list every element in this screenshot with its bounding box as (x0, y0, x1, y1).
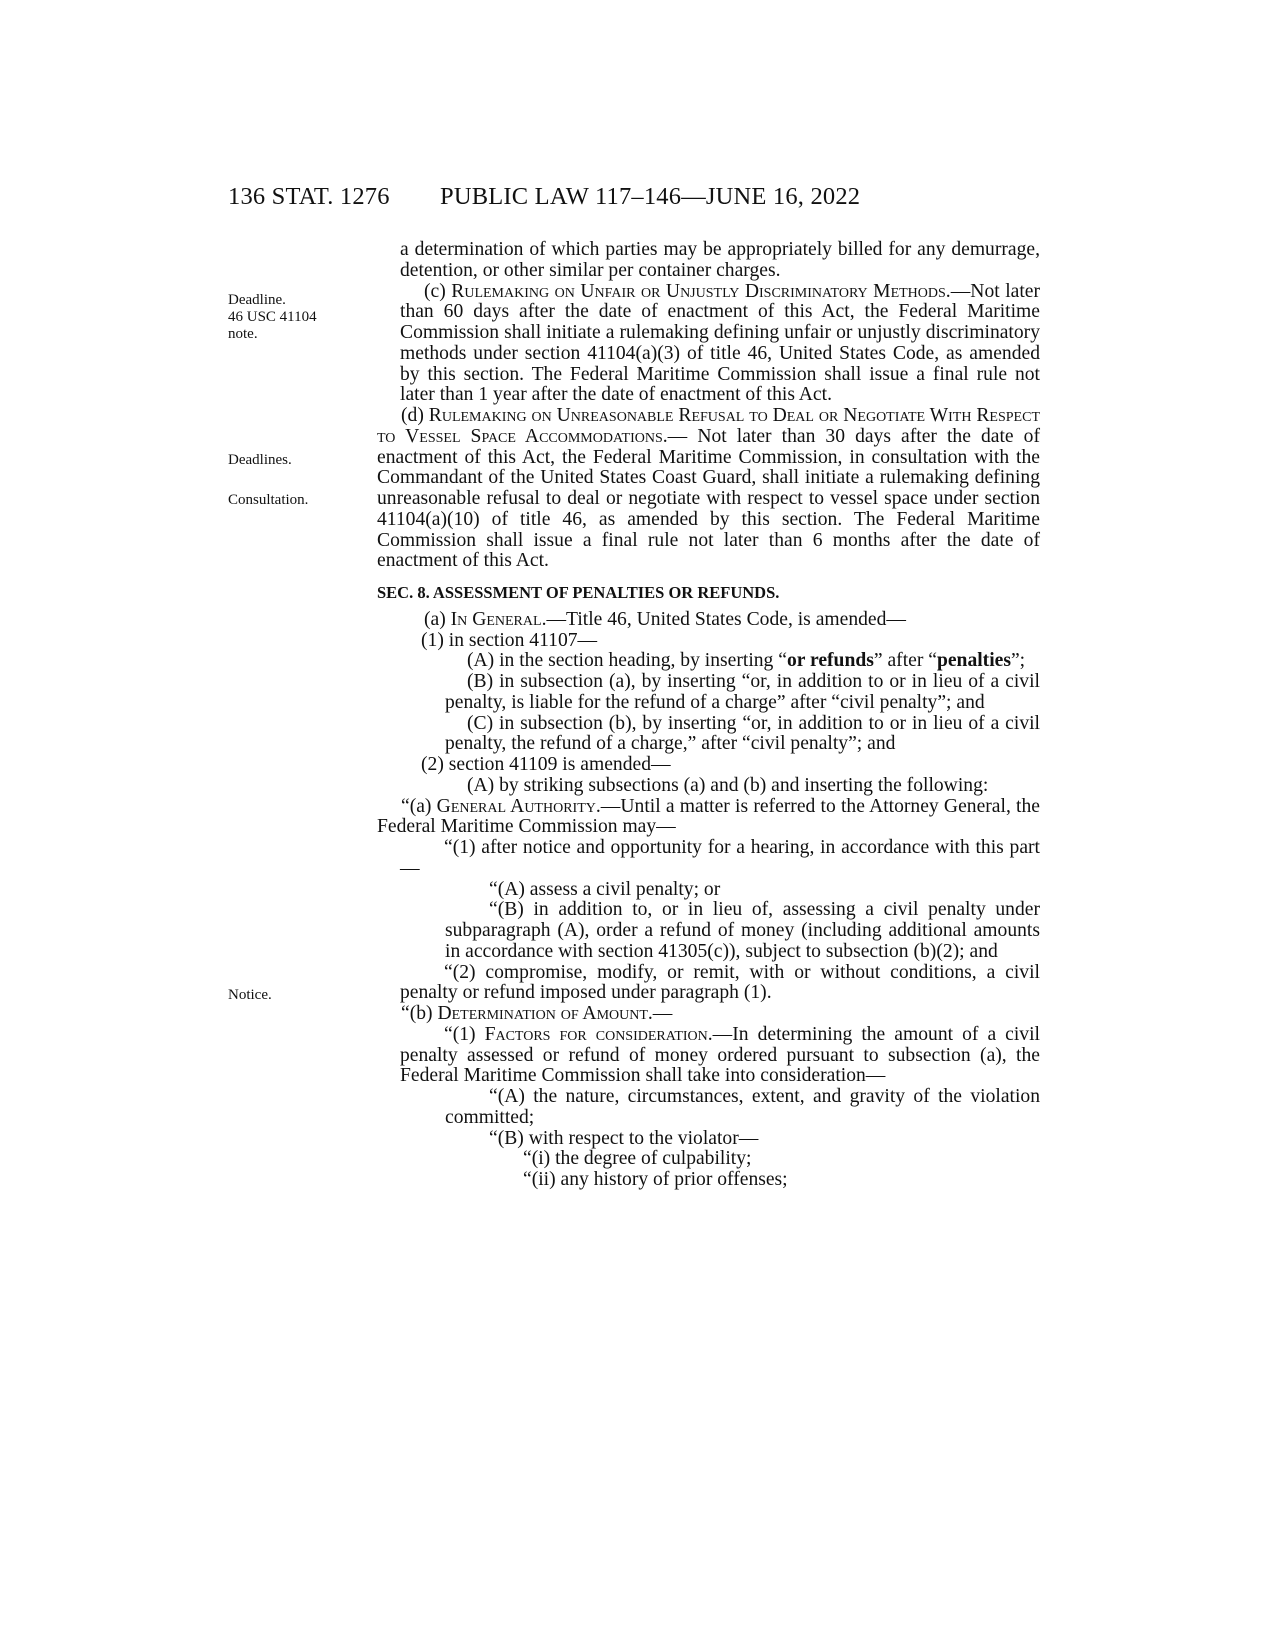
subsection-text: .—Title 46, United States Code, is amended— (541, 608, 907, 630)
subsection-text: .—Not later than 60 days after the date of enactment of this Act, the Federal Maritime Commission shall initiate a rulemaking defining unfair or unjustly discriminatory methods under section 41104(a)(3) of title 46, United States Code, as amended by this section. The Federal Maritime Commission shall issue a final rule not later than 1 year after the date of enactment of this Act. (400, 280, 1040, 406)
subsection-number: (a) (424, 608, 451, 630)
margin-note-notice (228, 987, 272, 1004)
quoted-subsection-a (377, 797, 1040, 839)
subsection-number: (d) (401, 405, 429, 426)
text-run: (A) in the section heading, by inserting “ (467, 650, 787, 672)
subsection-heading: General Authority (436, 795, 596, 817)
bold-text: or refunds (786, 650, 874, 672)
subsection-heading: Determination of Amount (437, 1003, 648, 1024)
quoted-subsection-b (377, 1004, 1040, 1025)
subsection-number: “(b) (401, 1003, 438, 1024)
subsection-text: .—Until a matter is referred to the Attorney General, the Federal Maritime Commission may— (377, 795, 1040, 838)
subsection-number: “(a) (401, 795, 437, 817)
paragraph-2: (2) section 41109 is amended— (421, 754, 671, 775)
margin-note-line: Deadlines. (228, 452, 292, 468)
subsection-text: .— (647, 1003, 673, 1024)
quoted-paragraph-b1 (377, 1025, 1040, 1087)
page-stat-number: 136 STAT. 1276 (228, 183, 390, 210)
subsection-c (377, 282, 1040, 407)
running-header: PUBLIC LAW 117–146—JUNE 16, 2022 (440, 183, 861, 210)
section-heading: SEC. 8. ASSESSMENT OF PENALTIES OR REFUNDS. (377, 583, 780, 602)
subsection-heading: Rulemaking on Unfair or Unjustly Discriminatory Methods (451, 280, 946, 302)
subparagraph-2A: (A) by striking subsections (a) and (b) and inserting the following: (467, 774, 989, 796)
paragraph-1: (1) in section 41107— (421, 629, 598, 651)
subsection-heading: In General (450, 608, 542, 630)
quoted-paragraph-2: “(2) compromise, modify, or remit, with or without conditions, a civil penalty or refund imposed under paragraph (1). (400, 961, 1040, 1004)
paragraph-number: “(1) (444, 1023, 485, 1045)
margin-note-line: Consultation. (228, 492, 309, 508)
margin-note-deadlines (228, 452, 292, 469)
quoted-subparagraph-b1A: “(A) the nature, circumstances, extent, and gravity of the violation committed; (445, 1086, 1040, 1128)
paragraph-heading: Factors for consideration (484, 1023, 708, 1045)
quoted-subparagraph-1B: “(B) in addition to, or in lieu of, assessing a civil penalty under subparagraph (A), order a refund of money (including additional amounts in accordance with section 41305(c)), subject to subsection (b)(2); and (445, 899, 1040, 962)
subsection-d (377, 406, 1040, 572)
subparagraph-1B: (B) in subsection (a), by inserting “or, in addition to or in lieu of a civil penalty, is liable for the refund of a charge” after “civil penalty”; and (445, 671, 1040, 713)
paragraph-text: .—In determining the amount of a civil penalty assessed or refund of money ordered pursuant to subsection (a), the Federal Maritime Commission shall take into consideration— (400, 1023, 1040, 1087)
text-run: ” after “ (873, 650, 937, 672)
margin-note-deadline (228, 292, 317, 343)
subsection-heading: Rulemaking on Unreasonable Refusal to Deal or Negotiate With Respect to Vessel Space Accommodations (377, 405, 1040, 447)
subsection-text: .— Not later than 30 days after the date of enactment of this Act, the Federal Maritime Commission, in consultation with the Commandant of the United States Coast Guard, shall initiate a rulemaking defining unreasonable refusal to deal or negotiate with respect to vessel space under section 41104(a)(10) of title 46, as amended by this section. The Federal Maritime Commission shall issue a final rule not later than 6 months after the date of enactment of this Act. (377, 425, 1040, 572)
subsection-a (377, 610, 1040, 631)
subparagraph-1A (377, 651, 1040, 672)
quoted-paragraph-1: “(1) after notice and opportunity for a hearing, in accordance with this part— (400, 837, 1040, 879)
bold-text: penalties (936, 650, 1011, 672)
paragraph-continuation: a determination of which parties may be appropriately billed for any demurrage, detention, or other similar per container charges. (400, 239, 1040, 281)
subsection-number: (c) (424, 280, 452, 302)
quoted-clause-ii: “(ii) any history of prior offenses; (523, 1169, 788, 1190)
margin-note-line: Notice. (228, 987, 272, 1003)
text-run: ”; (1010, 650, 1026, 672)
quoted-clause-i: “(i) the degree of culpability; (523, 1148, 752, 1170)
margin-note-consultation (228, 492, 308, 509)
margin-note-line: 46 USC 41104 (228, 309, 317, 325)
quoted-subparagraph-b1B: “(B) with respect to the violator— (489, 1127, 759, 1149)
body-text (377, 240, 1040, 1191)
quoted-subparagraph-1A: “(A) assess a civil penalty; or (489, 878, 721, 900)
margin-note-line: Deadline. (228, 292, 286, 308)
subparagraph-1C: (C) in subsection (b), by inserting “or, in addition to or in lieu of a civil penalty, the refund of a charge,” after “civil penalty”; and (445, 712, 1040, 755)
margin-note-line: note. (228, 326, 258, 342)
